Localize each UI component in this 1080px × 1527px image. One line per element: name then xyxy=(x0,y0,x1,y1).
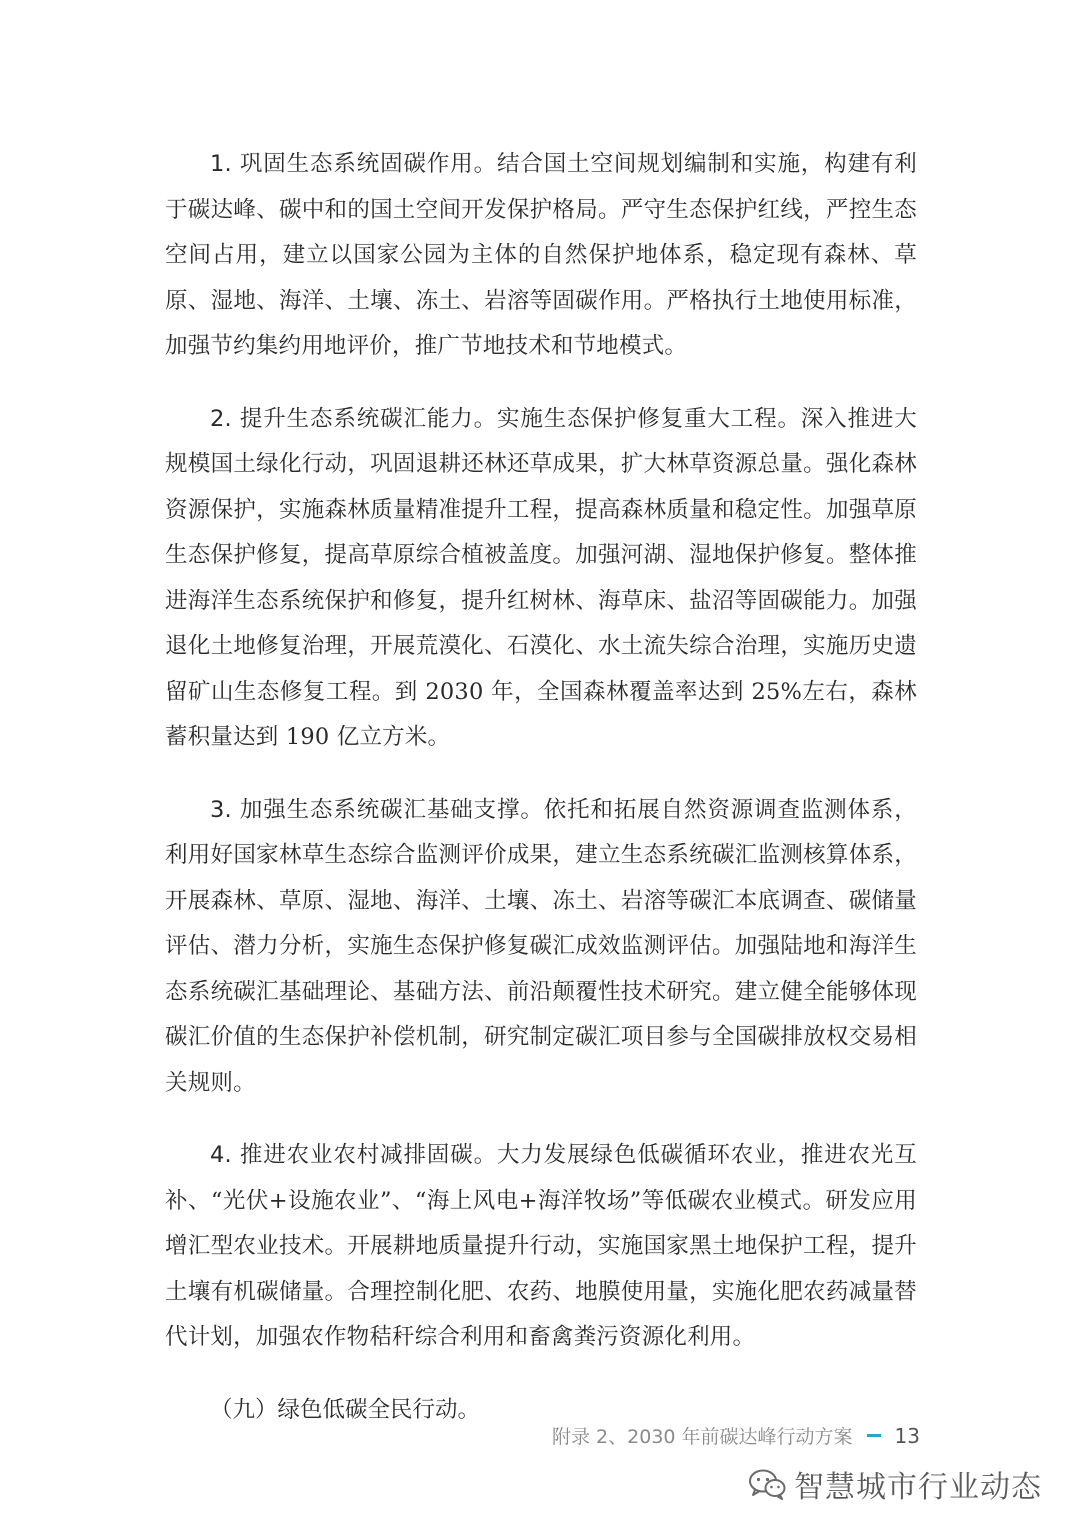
wechat-icon xyxy=(748,1468,786,1500)
section-heading: （九）绿色低碳全民行动。 xyxy=(210,1396,481,1423)
paragraph-2-text: 实施生态保护修复重大工程。深入推进大规模国土绿化行动，巩固退耕还林还草成果，扩大林草资源总量。强化森林资源保护，实施森林质量精准提升工程，提高森林质量和稳定性。加强草原生态保护修复，提高草原综合植被盖度。加强河湖、湿地保护修复。整体推进海洋生态系统保护和修复，提升红树林、海草床、盐沼等固碳能力。加强退化土地修复治理，开展荒漠化、石漠化、水土流失综合治理，实施历史遗留矿山生态修复工程。到 2030 年，全国森林覆盖率达到 25%左右，森林蓄积量达到 190 亿立方米。 xyxy=(165,405,917,750)
paragraph-1 xyxy=(165,142,917,370)
paragraph-2-lead: 2. 提升生态系统碳汇能力。 xyxy=(210,405,497,432)
paragraph-2 xyxy=(165,397,917,761)
footer-accent-dash xyxy=(867,1434,881,1437)
paragraph-4-text: 大力发展绿色低碳循环农业，推进农光互补、“光伏+设施农业”、“海上风电+海洋牧场”等低碳农业模式。研发应用增汇型农业技术。开展耕地质量提升行动，实施国家黑土地保护工程，提升土壤有机碳储量。合理控制化肥、农药、地膜使用量，实施化肥农药减量替代计划，加强农作物秸秆综合利用和畜禽粪污资源化利用。 xyxy=(165,1142,917,1350)
paragraph-3-text: 依托和拓展自然资源调查监测体系，利用好国家林草生态综合监测评价成果，建立生态系统碳汇监测核算体系，开展森林、草原、湿地、海洋、土壤、冻土、岩溶等碳汇本底调查、碳储量评估、潜力分析，实施生态保护修复碳汇成效监测评估。加强陆地和海洋生态系统碳汇基础理论、基础方法、前沿颠覆性技术研究。建立健全能够体现碳汇价值的生态保护补偿机制，研究制定碳汇项目参与全国碳排放权交易相关规则。 xyxy=(165,796,917,1096)
page-footer xyxy=(552,1422,920,1449)
footer-caption: 附录 2、2030 年前碳达峰行动方案 xyxy=(552,1426,853,1448)
paragraph-1-lead: 1. 巩固生态系统固碳作用。 xyxy=(210,151,497,177)
document-body xyxy=(165,142,917,1433)
paragraph-3-lead: 3. 加强生态系统碳汇基础支撑。 xyxy=(210,796,544,823)
paragraph-4-lead: 4. 推进农业农村减排固碳。 xyxy=(210,1142,497,1168)
paragraph-3 xyxy=(165,788,917,1107)
paragraph-1-text: 结合国土空间规划编制和实施，构建有利于碳达峰、碳中和的国土空间开发保护格局。严守生态保护红线，严控生态空间占用，建立以国家公园为主体的自然保护地体系，稳定现有森林、草原、湿地、海洋、土壤、冻土、岩溶等固碳作用。严格执行土地使用标准，加强节约集约用地评价，推广节地技术和节地模式。 xyxy=(165,151,917,359)
watermark xyxy=(748,1462,1042,1506)
paragraph-4 xyxy=(165,1133,917,1361)
page-number: 13 xyxy=(894,1423,920,1448)
watermark-text: 智慧城市行业动态 xyxy=(794,1470,1042,1505)
